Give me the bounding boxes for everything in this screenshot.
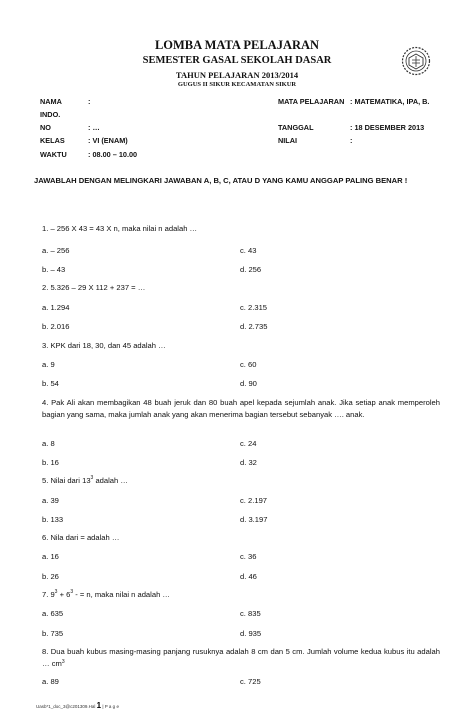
waktu-value: : 08.00 – 10.00 xyxy=(88,150,138,159)
option-6c: c. 36 xyxy=(240,552,257,561)
option-4c: c. 24 xyxy=(240,439,257,448)
tanggal-value: : 18 DESEMBER 2013 xyxy=(350,123,425,132)
school-group: GUGUS II SIKUR KECAMATAN SIKUR xyxy=(177,81,297,88)
question-6: 6. Nila dari = adalah … xyxy=(42,533,120,542)
option-5c: c. 2.197 xyxy=(240,496,268,505)
page-title: LOMBA MATA PELAJARAN xyxy=(154,38,320,52)
page-number: 1 xyxy=(96,701,102,710)
option-3c: c. 60 xyxy=(240,360,257,369)
question-7: 7. $9^3 + 6^3$ - = n, maka nilai n adalah … xyxy=(42,589,170,599)
mapel-label: MATA PELAJARAN xyxy=(278,97,345,106)
page-footer xyxy=(36,701,119,710)
option-7b: b. 735 xyxy=(42,629,64,638)
footer-text: Uasb*1_doc_3@c201309.Hal xyxy=(36,704,96,709)
option-3d: d. 90 xyxy=(240,379,257,388)
question-1: 1. – 256 X 43 = 43 X n, maka nilai n adalah … xyxy=(42,224,198,233)
question-5: 5. Nilai dari $13^3$ adalah … xyxy=(42,475,128,485)
nilai-value: : xyxy=(350,136,353,145)
no-label: NO xyxy=(40,123,51,132)
option-5d: d. 3.197 xyxy=(240,515,268,524)
school-emblem-icon xyxy=(401,46,431,76)
mapel-value: : MATEMATIKA, IPA, B. xyxy=(350,97,430,106)
question-2: 2. 5.326 – 29 X 112 + 237 = … xyxy=(42,283,146,292)
kelas-label: KELAS xyxy=(40,136,65,145)
option-2a: a. 1.294 xyxy=(42,303,70,312)
option-3b: b. 54 xyxy=(42,379,59,388)
option-7d: d. 935 xyxy=(240,629,262,638)
page-subtitle: SEMESTER GASAL SEKOLAH DASAR xyxy=(142,55,332,66)
nama-value: : xyxy=(88,97,91,106)
waktu-label: WAKTU xyxy=(40,150,67,159)
option-1d: d. 256 xyxy=(240,265,262,274)
kelas-value: : VI (ENAM) xyxy=(88,136,128,145)
option-4b: b. 16 xyxy=(42,458,59,467)
option-7c: c. 835 xyxy=(240,609,261,618)
tanggal-label: TANGGAL xyxy=(278,123,314,132)
option-1a: a. – 256 xyxy=(42,246,70,255)
option-5a: a. 39 xyxy=(42,496,59,505)
school-year: TAHUN PELAJARAN 2013/2014 xyxy=(175,70,299,80)
question-4: 4. Pak Ali akan membagikan 48 buah jeruk dan 80 buah apel kepada sejumlah anak. Jika setiap anak memperoleh bagian yang sama, maka jumlah anak yang akan menerima bagian tersebut sebanyak …. anak. xyxy=(42,398,440,419)
option-6d: d. 46 xyxy=(240,572,257,581)
option-3a: a. 9 xyxy=(42,360,55,369)
question-3: 3. KPK dari 18, 30, dan 45 adalah … xyxy=(42,341,166,350)
option-5b: b. 133 xyxy=(42,515,64,524)
nilai-label: NILAI xyxy=(278,136,298,145)
option-8c: c. 725 xyxy=(240,677,261,686)
option-6a: a. 16 xyxy=(42,552,59,561)
option-8a: a. 89 xyxy=(42,677,59,686)
option-4d: d. 32 xyxy=(240,458,257,467)
option-2d: d. 2.735 xyxy=(240,322,268,331)
option-1c: c. 43 xyxy=(240,246,257,255)
footer-suffix: | P a g e xyxy=(102,704,119,709)
nama-label: NAMA xyxy=(40,97,62,106)
option-2c: c. 2.315 xyxy=(240,303,268,312)
question-8: 8. Dua buah kubus masing-masing panjang rusuknya adalah 8 cm dan 5 cm. Jumlah volume kedua kubus itu adalah … $cm^3$ xyxy=(42,647,440,668)
indo-label: INDO. xyxy=(40,110,61,119)
option-6b: b. 26 xyxy=(42,572,59,581)
instructions: JAWABLAH DENGAN MELINGKARI JAWABAN A, B, C, ATAU D YANG KAMU ANGGAP PALING BENAR ! xyxy=(34,176,408,185)
option-4a: a. 8 xyxy=(42,439,55,448)
option-1b: b. – 43 xyxy=(42,265,66,274)
option-2b: b. 2.016 xyxy=(42,322,70,331)
no-value: : … xyxy=(88,123,100,132)
option-7a: a. 635 xyxy=(42,609,64,618)
